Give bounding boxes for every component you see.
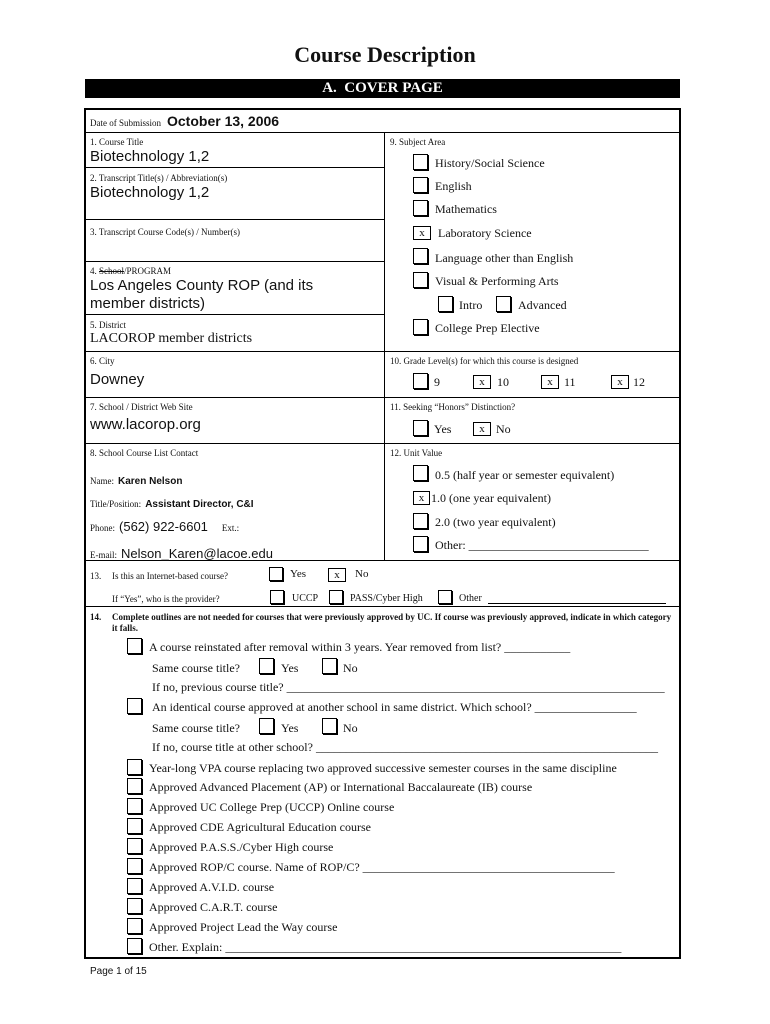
identical-yes-label: Yes — [281, 721, 299, 735]
grade-9-checkbox[interactable] — [413, 373, 428, 389]
provider-other-label: Other — [459, 593, 482, 604]
subject-vpa-checkbox[interactable] — [413, 272, 428, 288]
submission-value[interactable]: October 13, 2006 — [167, 113, 280, 129]
contact-title-value[interactable]: Assistant Director, C&I — [145, 499, 254, 510]
honors-no-checkbox[interactable]: x — [473, 422, 491, 436]
internet-number: 13. — [90, 571, 102, 581]
contact-email-value[interactable]: Nelson_Karen@lacoe.edu — [121, 546, 273, 561]
previous-title-line: If no, previous course title? _______________________________________________________________ — [152, 680, 665, 694]
item-cart-label: Approved C.A.R.T. course — [149, 900, 278, 914]
school-value-line2[interactable]: member districts) — [90, 295, 206, 312]
identical-no-label: No — [343, 721, 358, 735]
subject-option-english: English — [435, 179, 472, 193]
identical-checkbox[interactable] — [127, 698, 142, 714]
website-value[interactable]: www.lacorop.org — [90, 416, 201, 433]
reinstated-label: A course reinstated after removal within 3 years. Year removed from list? ___________ — [149, 640, 571, 654]
contact-label: 8. School Course List Contact — [90, 448, 199, 458]
item-cde-label: Approved CDE Agricultural Education course — [149, 820, 371, 834]
item-vpa-label: Year-long VPA course replacing two approved successive semester courses in the same discipline — [149, 761, 617, 775]
item-uccp-label: Approved UC College Prep (UCCP) Online course — [149, 800, 395, 814]
subject-option-labsci: Laboratory Science — [438, 226, 532, 240]
internet-yes-label: Yes — [290, 568, 307, 580]
identical-label: An identical course approved at another school in same district. Which school? _________________ — [152, 700, 637, 714]
grade-12-checkbox[interactable]: x — [611, 375, 629, 389]
item-vpa-checkbox[interactable] — [127, 759, 142, 775]
unit-option-other: Other: ______________________________ — [435, 538, 649, 552]
grade-9-label: 9 — [434, 375, 440, 389]
contact-ext-label: Ext.: — [221, 523, 240, 533]
reinstated-yes-label: Yes — [281, 661, 299, 675]
contact-name-label: Name: — [90, 476, 114, 486]
item-ap-ib-label: Approved Advanced Placement (AP) or International Baccalaureate (IB) course — [149, 780, 533, 794]
grade-12-label: 12 — [633, 375, 645, 389]
vpa-intro-label: Intro — [459, 298, 483, 312]
contact-phone-row — [90, 518, 239, 536]
item-cde-checkbox[interactable] — [127, 818, 142, 834]
internet-yes-checkbox[interactable] — [269, 567, 283, 581]
subject-option-math: Mathematics — [435, 202, 497, 216]
school-label-strike: School — [99, 266, 125, 276]
section-header: A. COVER PAGE — [85, 79, 680, 98]
subject-lote-checkbox[interactable] — [413, 248, 428, 264]
subject-area-label: 9. Subject Area — [390, 137, 446, 147]
course-title-value[interactable]: Biotechnology 1,2 — [90, 148, 210, 165]
reinstated-no-checkbox[interactable] — [322, 658, 337, 674]
item-other-checkbox[interactable] — [127, 938, 142, 954]
transcript-code-label: 3. Transcript Course Code(s) / Number(s) — [90, 227, 240, 237]
contact-title-label: Title/Position: — [90, 499, 142, 509]
school-label — [90, 266, 171, 276]
unit-value-label: 12. Unit Value — [390, 448, 443, 458]
subject-english-checkbox[interactable] — [413, 177, 428, 193]
subject-option-vpa: Visual & Performing Arts — [435, 274, 559, 288]
outlines-intro: Complete outlines are not needed for courses that were previously approved by UC. If course was previously approved, indicate in which category it falls. — [112, 612, 672, 633]
contact-phone-value[interactable]: (562) 922-6601 — [119, 519, 208, 534]
provider-pass-label: PASS/Cyber High — [350, 593, 423, 604]
item-uccp-checkbox[interactable] — [127, 798, 142, 814]
outlines-number: 14. — [90, 612, 102, 622]
provider-pass-checkbox[interactable] — [329, 590, 343, 604]
identical-yes-checkbox[interactable] — [259, 718, 274, 734]
grade-11-checkbox[interactable]: x — [541, 375, 559, 389]
unit-two-checkbox[interactable] — [413, 513, 428, 529]
internet-no-label: No — [355, 568, 369, 580]
item-pltw-label: Approved Project Lead the Way course — [149, 920, 338, 934]
reinstated-checkbox[interactable] — [127, 638, 142, 654]
city-value[interactable]: Downey — [90, 371, 145, 388]
subject-math-checkbox[interactable] — [413, 200, 428, 216]
unit-one-checkbox[interactable]: x — [413, 491, 430, 505]
grade-11-label: 11 — [564, 375, 576, 389]
contact-name-value[interactable]: Karen Nelson — [118, 476, 183, 487]
item-avid-label: Approved A.V.I.D. course — [149, 880, 275, 894]
transcript-title-label: 2. Transcript Title(s) / Abbreviation(s) — [90, 173, 228, 183]
city-label: 6. City — [90, 356, 115, 366]
honors-yes-checkbox[interactable] — [413, 420, 428, 436]
provider-other-line — [488, 603, 666, 604]
page-title: Course Description — [294, 42, 476, 67]
internet-no-checkbox[interactable]: x — [328, 568, 346, 582]
reinstated-same-title: Same course title? — [152, 661, 240, 675]
grade-10-label: 10 — [497, 375, 509, 389]
unit-option-one: 1.0 (one year equivalent) — [431, 491, 551, 505]
unit-option-two: 2.0 (two year equivalent) — [435, 515, 556, 529]
identical-no-checkbox[interactable] — [322, 718, 337, 734]
identical-same-title: Same course title? — [152, 721, 240, 735]
item-pltw-checkbox[interactable] — [127, 918, 142, 934]
vpa-advanced-label: Advanced — [518, 298, 567, 312]
submission-label: Date of Submission — [90, 118, 161, 128]
subject-cpe-checkbox[interactable] — [413, 319, 428, 335]
unit-half-checkbox[interactable] — [413, 465, 428, 481]
subject-option-history: History/Social Science — [435, 156, 545, 170]
transcript-title-value[interactable]: Biotechnology 1,2 — [90, 184, 210, 201]
grade-levels-label: 10. Grade Level(s) for which this course is designed — [390, 356, 579, 366]
provider-question: If “Yes”, who is the provider? — [112, 594, 220, 604]
website-label: 7. School / District Web Site — [90, 402, 193, 412]
item-pass-checkbox[interactable] — [127, 838, 142, 854]
provider-uccp-label: UCCP — [292, 593, 319, 604]
district-label: 5. District — [90, 320, 126, 330]
subject-option-cpe: College Prep Elective — [435, 321, 540, 335]
honors-label: 11. Seeking “Honors” Distinction? — [390, 402, 516, 412]
vpa-intro-checkbox[interactable] — [438, 296, 453, 312]
reinstated-no-label: No — [343, 661, 358, 675]
unit-other-checkbox[interactable] — [413, 536, 428, 552]
honors-no-label: No — [496, 422, 511, 436]
honors-yes-label: Yes — [434, 422, 452, 436]
item-avid-checkbox[interactable] — [127, 878, 142, 894]
contact-title-row — [90, 494, 254, 512]
provider-other-checkbox[interactable] — [438, 590, 452, 604]
school-label-prefix: 4. — [90, 266, 99, 276]
item-ap-ib-checkbox[interactable] — [127, 778, 142, 794]
subject-option-lote: Language other than English — [435, 251, 574, 265]
item-pass-label: Approved P.A.S.S./Cyber High course — [149, 840, 334, 854]
unit-option-half: 0.5 (half year or semester equivalent) — [435, 468, 615, 482]
course-title-label: 1. Course Title — [90, 137, 144, 147]
school-value-line1[interactable]: Los Angeles County ROP (and its — [90, 277, 314, 294]
subject-history-checkbox[interactable] — [413, 154, 428, 170]
contact-phone-label: Phone: — [90, 523, 116, 533]
district-value[interactable]: LACOROP member districts — [90, 331, 253, 346]
grade-10-checkbox[interactable]: x — [473, 375, 491, 389]
item-ropc-label: Approved ROP/C course. Name of ROP/C? __________________________________________ — [149, 860, 615, 874]
contact-email-row — [90, 545, 273, 563]
internet-question: Is this an Internet-based course? — [112, 571, 228, 581]
vpa-advanced-checkbox[interactable] — [496, 296, 511, 312]
subject-labsci-checkbox[interactable]: x — [413, 226, 431, 240]
contact-name-row — [90, 471, 182, 489]
item-ropc-checkbox[interactable] — [127, 858, 142, 874]
submission-row — [90, 113, 279, 131]
school-label-rest: /PROGRAM — [124, 266, 172, 276]
other-school-title-line: If no, course title at other school? _________________________________________________________ — [152, 740, 658, 754]
item-other-label: Other. Explain: __________________________________________________________________ — [149, 940, 622, 954]
contact-email-label: E-mail: — [90, 550, 117, 560]
reinstated-yes-checkbox[interactable] — [259, 658, 274, 674]
item-cart-checkbox[interactable] — [127, 898, 142, 914]
provider-uccp-checkbox[interactable] — [270, 590, 284, 604]
page-footer: Page 1 of 15 — [90, 966, 147, 977]
